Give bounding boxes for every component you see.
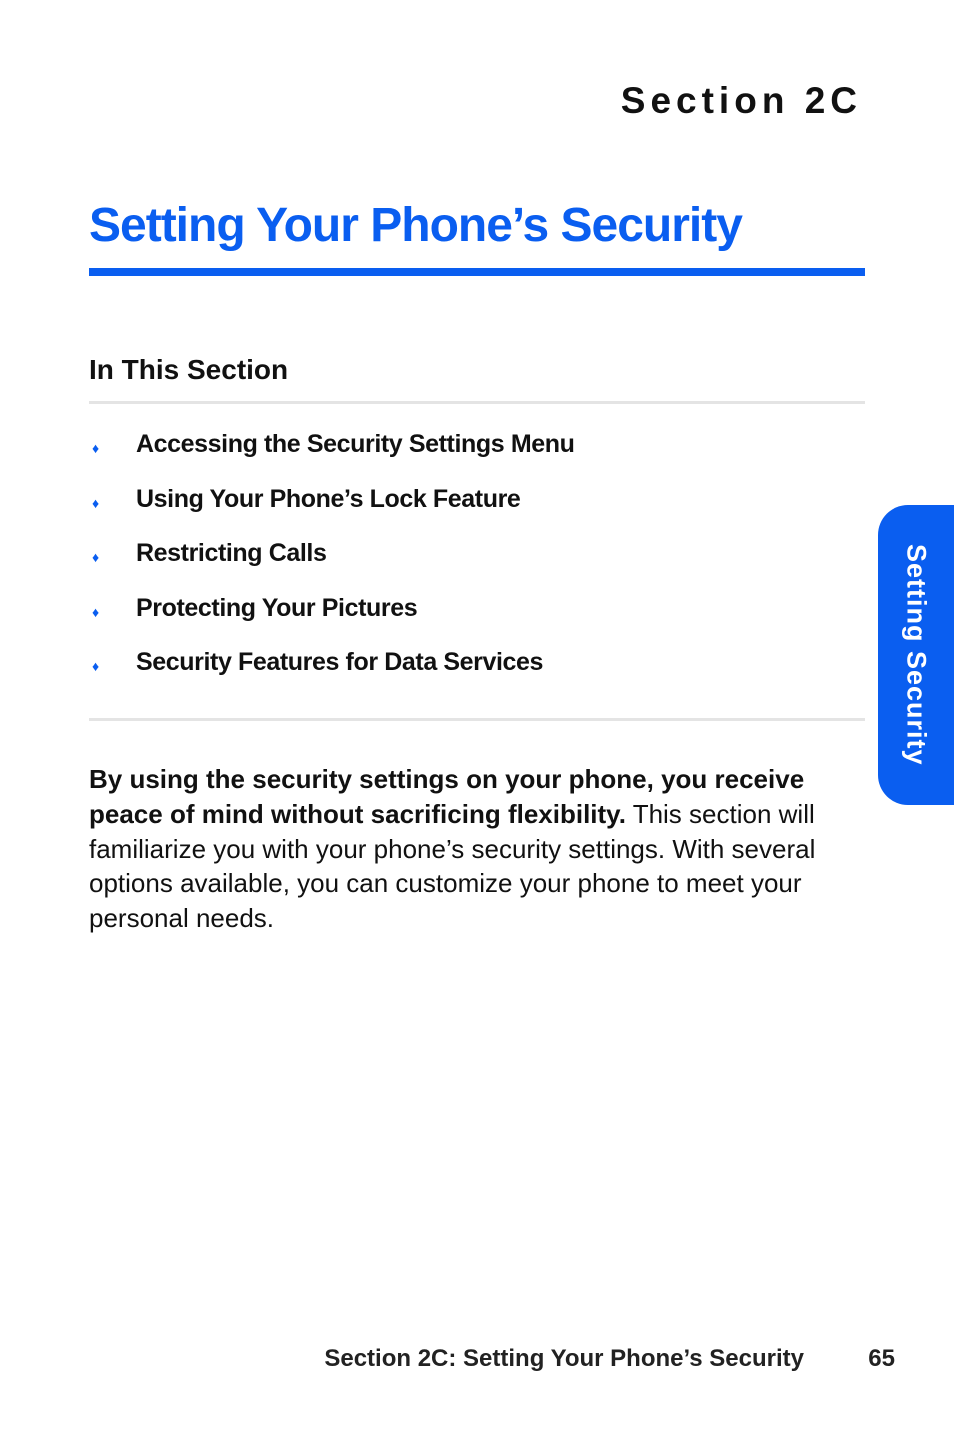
intro-lead: By using the security settings on your phone, you receive peace of mind without sacrificing flexibility. <box>89 764 805 829</box>
section-divider-top <box>89 401 865 404</box>
topic-list <box>89 430 575 703</box>
diamond-bullet-icon: ♦ <box>92 440 100 456</box>
title-underline <box>89 268 865 276</box>
diamond-bullet-icon: ♦ <box>92 494 100 511</box>
list-item <box>89 430 575 485</box>
in-this-section-heading: In This Section <box>89 354 289 385</box>
section-divider-bottom <box>89 718 865 721</box>
section-label: Section 2C <box>620 80 862 121</box>
list-item <box>89 594 575 649</box>
diamond-bullet-icon: ♦ <box>92 658 100 675</box>
topic-label: Protecting Your Pictures <box>136 593 418 622</box>
intro-body: This section will familiarize you with your phone’s security settings. With several options available, you can customize your phone to meet your personal needs. <box>89 798 816 934</box>
intro-paragraph <box>89 762 849 936</box>
topic-label: Security Features for Data Services <box>136 648 544 677</box>
diamond-bullet-icon: ♦ <box>92 603 100 620</box>
footer-running-title: Section 2C: Setting Your Phone’s Security <box>324 1345 804 1372</box>
list-item <box>89 539 575 594</box>
side-tab-label: Setting Security <box>901 544 932 766</box>
topic-label: Accessing the Security Settings Menu <box>136 430 575 458</box>
list-item <box>89 648 575 703</box>
topic-label: Using Your Phone’s Lock Feature <box>136 484 521 513</box>
page-number: 65 <box>868 1345 895 1372</box>
topic-label: Restricting Calls <box>136 539 327 568</box>
list-item <box>89 485 575 540</box>
diamond-bullet-icon: ♦ <box>92 549 100 566</box>
page-title: Setting Your Phone’s Security <box>89 199 742 252</box>
side-tab <box>878 505 954 805</box>
